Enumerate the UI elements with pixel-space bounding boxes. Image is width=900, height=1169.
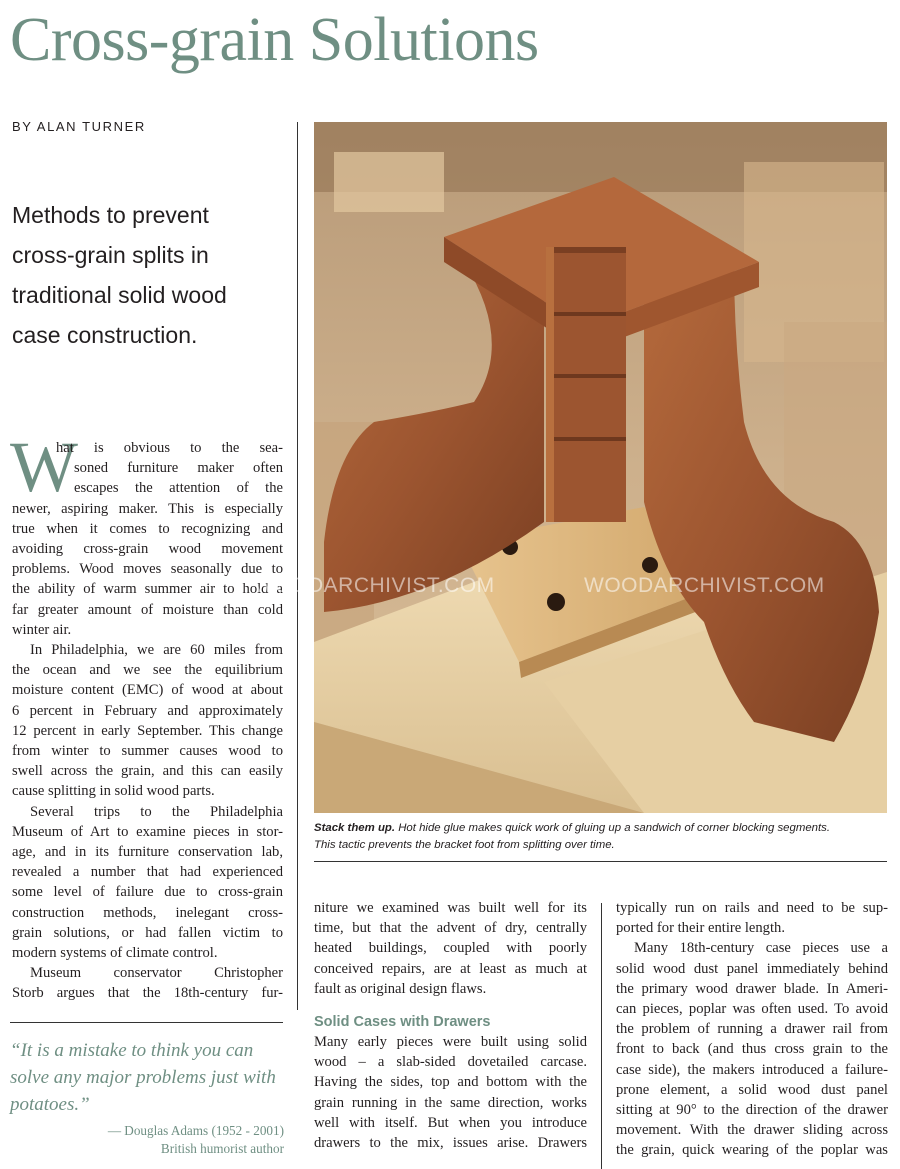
- body-line: the ability of warm summer air to hold a: [12, 581, 283, 598]
- body-line: swell across the grain, and this can easily: [12, 763, 283, 780]
- body-line: the problem of running a drawer rail from: [616, 1021, 888, 1038]
- body-line: from winter to summer causes wood to: [12, 743, 283, 760]
- body-line: niture we examined was built well for its: [314, 900, 587, 916]
- body-line: ported for their entire length.: [616, 920, 785, 937]
- body-line: revealed a number that had experienced: [12, 864, 283, 881]
- deck-line: cross-grain splits in: [12, 242, 209, 268]
- body-line: newer, aspiring maker. This is especially: [12, 500, 283, 517]
- pull-quote: [10, 1037, 285, 1118]
- body-line: time, but that the advent of dry, centrally: [314, 920, 587, 937]
- watermark: WOODARCHIVIST.COM: [584, 574, 825, 597]
- body-line: prone element, a solid wood dust panel: [616, 1081, 888, 1098]
- caption-line: This tactic prevents the bracket foot from splitting over time.: [314, 838, 615, 851]
- quote-rule: [10, 1022, 283, 1023]
- photo-caption: [314, 820, 887, 853]
- deck-line: Methods to prevent: [12, 202, 209, 228]
- body-line: Museum conservator Christopher: [30, 965, 283, 982]
- body-line: conceived repairs, are at least as much at: [314, 960, 587, 977]
- article-title: Cross-grain Solutions: [10, 6, 539, 74]
- body-line: the grain, quick wearing of the poplar was: [616, 1142, 888, 1159]
- body-line: the primary wood drawer blade. In Ameri-: [616, 980, 888, 997]
- watermark: WOODARCHIVIST.COM: [254, 574, 495, 597]
- body-line: 6 percent in February and approximately: [12, 702, 283, 719]
- column-divider: [601, 903, 602, 1169]
- body-line: true when it comes to recognizing and: [12, 520, 283, 537]
- body-line: sitting at 90° to the direction of the drawer: [616, 1102, 888, 1119]
- body-line: case side), the makers introduced a failure-: [616, 1061, 888, 1078]
- drop-cap: W: [10, 427, 78, 507]
- quote-line: “It is a mistake to think you can: [10, 1040, 254, 1061]
- section-subhead: Solid Cases with Drawers: [314, 1014, 491, 1031]
- body-line: well with itself. But when you introduce: [314, 1114, 587, 1131]
- body-line: drawers to the mix, issues arise. Drawers: [314, 1135, 587, 1152]
- body-line: 12 percent in early September. This change: [12, 722, 283, 739]
- body-line: winter air.: [12, 621, 72, 638]
- caption-line: [314, 820, 887, 837]
- deck-line: case construction.: [12, 322, 198, 348]
- body-line: moisture content (EMC) of wood at about: [12, 682, 283, 699]
- body-line: age, and in its furniture conservation lab,: [12, 844, 283, 861]
- body-line: Several trips to the Philadelphia: [30, 803, 283, 820]
- body-line: Many 18th-century case pieces use a: [634, 940, 888, 957]
- quote-author-desc: British humorist author: [160, 1141, 284, 1156]
- body-line: fault as original design flaws.: [314, 980, 487, 997]
- quote-line: solve any major problems just with: [10, 1067, 276, 1088]
- photo-illustration: [314, 122, 887, 813]
- deck-text: [12, 195, 282, 355]
- quote-attribution: [10, 1122, 284, 1158]
- byline: BY ALAN TURNER: [12, 119, 146, 134]
- body-line: In Philadelphia, we are 60 miles from: [30, 642, 283, 659]
- body-line: Many early pieces were built using solid: [314, 1034, 587, 1051]
- body-line: soned furniture maker often: [74, 460, 283, 477]
- body-line: Museum of Art to examine pieces in stor-: [12, 823, 283, 840]
- body-line: some level of failure due to cross-grain: [12, 884, 283, 901]
- body-line: grain running in the same direction, works: [314, 1094, 587, 1111]
- body-line: grain solutions, or had fallen victim to: [12, 924, 283, 941]
- body-line: escapes the attention of the: [74, 480, 283, 497]
- body-line: hat is obvious to the sea-: [56, 440, 283, 456]
- body-line: modern systems of climate control.: [12, 945, 218, 962]
- caption-text: Hot hide glue makes quick work of gluing up a sandwich of corner blocking segments.: [398, 822, 831, 834]
- body-line: far greater amount of moisture than cold: [12, 601, 283, 618]
- column-divider: [297, 122, 298, 1010]
- caption-lead: Stack them up.: [314, 822, 396, 834]
- body-line: front to back (and thus cross grain to the: [616, 1041, 888, 1058]
- body-line: wood – a slab-sided dovetailed carcase.: [314, 1054, 587, 1071]
- body-line: problems. Wood moves seasonally due to: [12, 561, 283, 578]
- body-line: heated buildings, coupled with poorly: [314, 940, 587, 957]
- body-line: movement. With the drawer sliding across: [616, 1122, 888, 1139]
- body-line: can pieces, poplar was often used. To avoid: [616, 1001, 888, 1018]
- photo-bracket-foot: [254, 122, 887, 813]
- body-line: Storb argues that the 18th-century fur-: [12, 985, 283, 1002]
- body-line: avoiding cross-grain wood movement: [12, 541, 283, 558]
- body-column-3: [616, 898, 888, 1161]
- body-line: the ocean and we see the equilibrium: [12, 662, 283, 679]
- quote-line: potatoes.”: [10, 1094, 90, 1115]
- body-column-1: [12, 438, 283, 1004]
- quote-author: — Douglas Adams (1952 - 2001): [107, 1123, 284, 1138]
- caption-rule: [314, 861, 887, 862]
- deck-line: traditional solid wood: [12, 282, 227, 308]
- body-line: Having the sides, top and bottom with the: [314, 1074, 587, 1091]
- body-line: solid wood dust panel immediately behind: [616, 960, 888, 977]
- body-line: construction methods, inelegant cross-: [12, 904, 283, 921]
- body-line: cause splitting in solid wood parts.: [12, 783, 215, 800]
- body-line: typically run on rails and need to be sup-: [616, 900, 888, 916]
- body-column-2: [314, 898, 587, 1153]
